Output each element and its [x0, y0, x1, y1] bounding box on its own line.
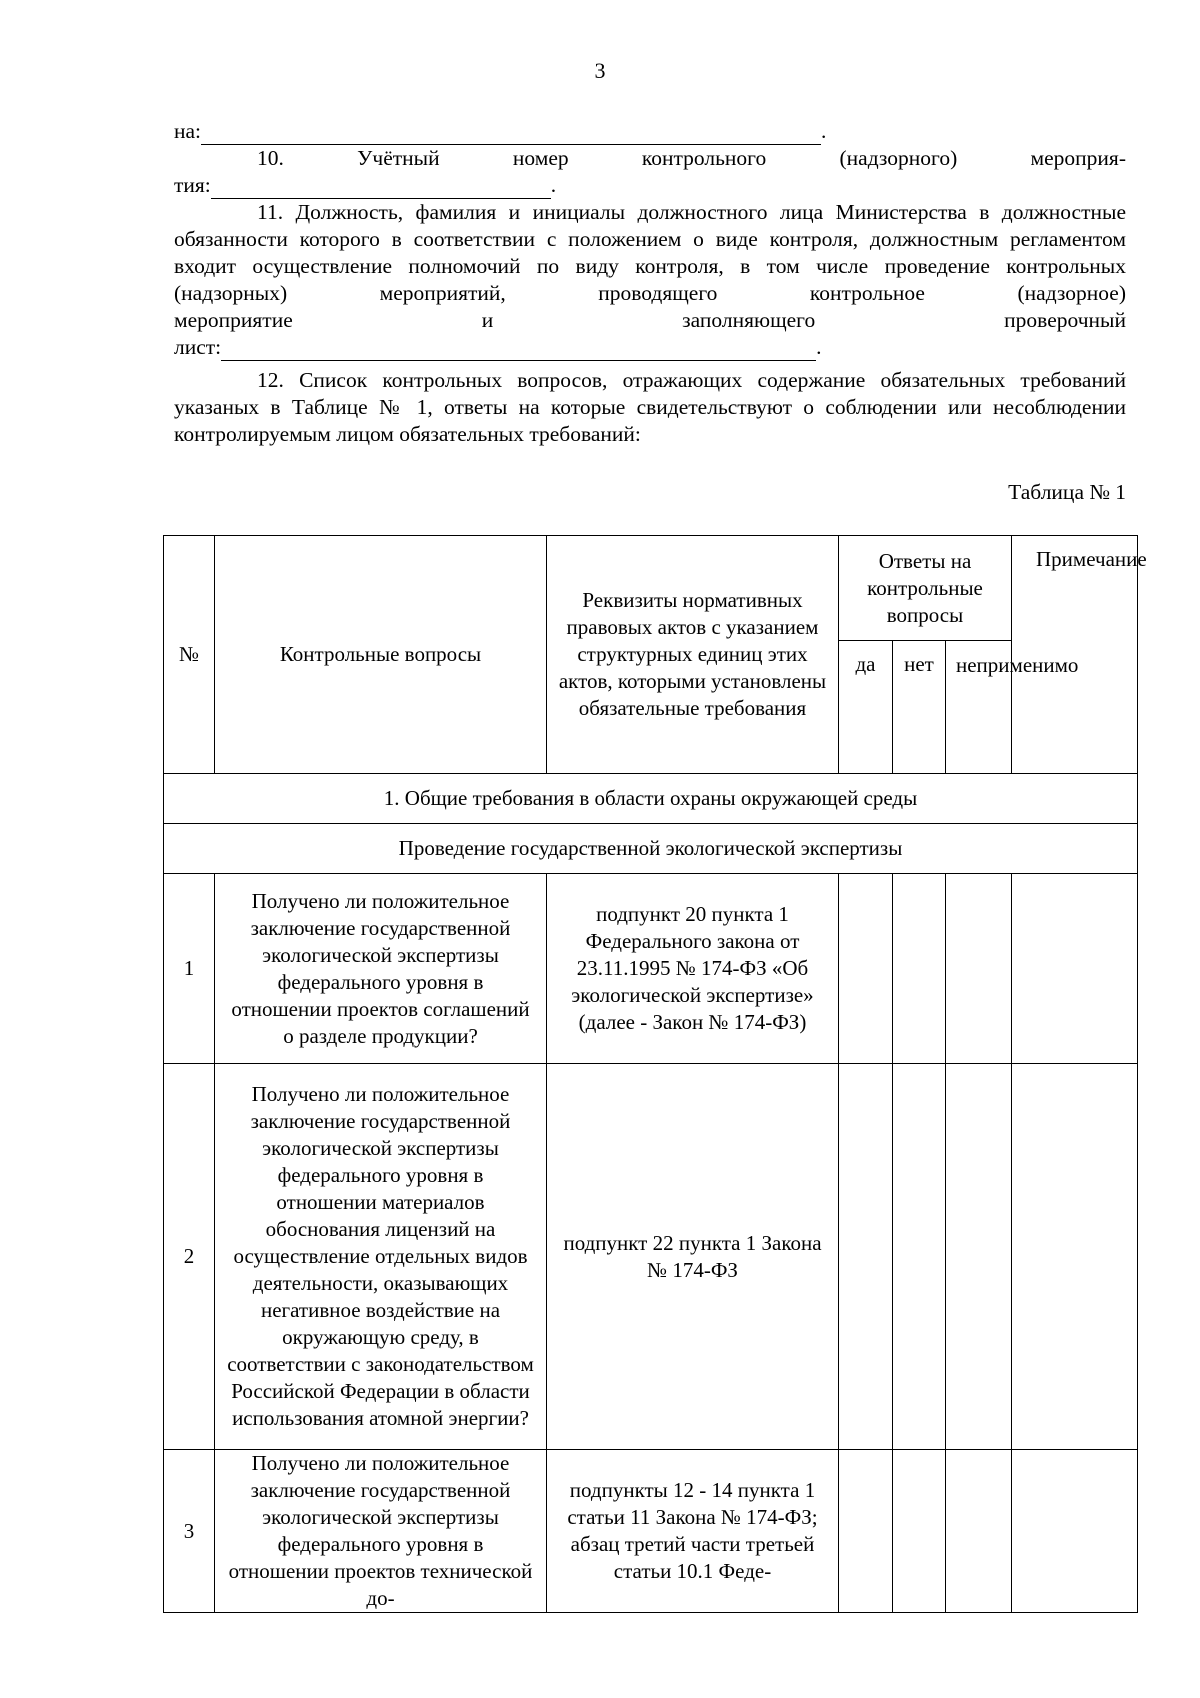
note-cell[interactable]: [1012, 1064, 1138, 1450]
row-num: 1: [164, 874, 215, 1064]
header-num: №: [164, 536, 215, 774]
answer-na-cell[interactable]: [946, 1450, 1012, 1613]
header-requisites: Реквизиты нормативных правовых актов с указанием структурных единиц этих актов, которыми установлены обязательные требования: [547, 536, 839, 774]
item-10-line: [174, 145, 1126, 172]
header-answers: Ответы на контрольные вопросы: [839, 536, 1012, 641]
item-11-word: заполняющего: [682, 308, 816, 332]
item-11-word: и: [481, 308, 494, 332]
row-question: Получено ли положительное заключение государственной экологической экспертизы федерального уровня в отношении проектов соглашений о разделе продукции?: [215, 874, 547, 1064]
item-11-cont: [174, 334, 1126, 361]
header-no: нет: [893, 641, 946, 774]
item-10-word: мероприя-: [1030, 146, 1126, 170]
item-11-words-line: [174, 307, 1126, 334]
header-na: неприменимо: [946, 641, 1012, 774]
item-11-blank: [221, 340, 816, 361]
row-requisite: подпункт 22 пункта 1 Закона № 174-ФЗ: [547, 1064, 839, 1450]
line-na-end: .: [821, 119, 827, 143]
item-10-cont: [174, 172, 1126, 199]
line-na: [174, 118, 1126, 145]
answer-na-cell[interactable]: [946, 874, 1012, 1064]
page-number: 3: [594, 58, 606, 83]
item-10-num: 10.: [257, 146, 284, 170]
table-row: [164, 874, 1138, 1064]
table-row: [164, 1064, 1138, 1450]
answer-na-cell[interactable]: [946, 1064, 1012, 1450]
answer-yes-cell[interactable]: [839, 1450, 893, 1613]
header-questions: Контрольные вопросы: [215, 536, 547, 774]
item-10-blank: [211, 178, 551, 199]
table-caption: Таблица № 1: [1008, 480, 1126, 504]
table-row: [164, 1450, 1138, 1613]
section-row: [164, 774, 1138, 824]
header-note: Примечание: [1012, 536, 1138, 774]
item-12-text: 12. Список контрольных вопросов, отражающих содержание обязательных требований указаных в Таблице № 1, ответы на которые свидетельствуют о соблюдении или несоблюдении контролируемым лицом обязательных требований:: [174, 368, 1126, 446]
item-10-word: (надзорного): [839, 146, 958, 170]
answer-yes-cell[interactable]: [839, 874, 893, 1064]
item-11-end: .: [816, 335, 822, 359]
item-11-block: [174, 199, 1126, 361]
item-10-word: номер: [512, 146, 569, 170]
row-question: Получено ли положительное заключение государственной экологической экспертизы федерального уровня в отношении материалов обоснования лицензий на осуществление отдельных видов деятельности, оказывающих негативное воздействие на окружающую среду, в соответствии с законодательством Российской Федерации в области использования атомной энергии?: [215, 1064, 547, 1450]
item-11-word: проверочный: [1004, 308, 1126, 332]
item-10-word: контрольного: [641, 146, 767, 170]
item-11-cont-label: лист:: [174, 335, 222, 359]
row-question: Получено ли положительное заключение государственной экологической экспертизы федерального уровня в отношении проектов технической до-: [215, 1450, 547, 1613]
line-na-label: на:: [174, 119, 202, 143]
form-fields-block: [174, 118, 1126, 199]
note-cell[interactable]: [1012, 874, 1138, 1064]
row-requisite: подпункт 20 пункта 1 Федерального закона от 23.11.1995 № 174-ФЗ «Об экологической экспертизе» (далее - Закон № 174-ФЗ): [547, 874, 839, 1064]
header-yes: да: [839, 641, 893, 774]
row-num: 2: [164, 1064, 215, 1450]
answer-no-cell[interactable]: [893, 1064, 946, 1450]
section-title: 1. Общие требования в области охраны окружающей среды: [164, 774, 1138, 824]
subsection-title: Проведение государственной экологической экспертизы: [164, 824, 1138, 874]
subsection-row: [164, 824, 1138, 874]
row-requisite: подпункты 12 - 14 пункта 1 статьи 11 Закона № 174-ФЗ; абзац третий части третьей статьи 10.1 Феде-: [547, 1450, 839, 1613]
answer-no-cell[interactable]: [893, 874, 946, 1064]
answer-yes-cell[interactable]: [839, 1064, 893, 1450]
answer-no-cell[interactable]: [893, 1450, 946, 1613]
item-10-word: Учётный: [357, 146, 440, 170]
item-11-text: 11. Должность, фамилия и инициалы должностного лица Министерства в должностные обязанности которого в соответствии с положением о виде контроля, должностным регламентом входит осуществление полномочий по виду контроля, в том числе проведение контрольных (надзорных) мероприятий, проводящего контрольное (надзорное): [174, 200, 1126, 305]
item-10-end: .: [550, 173, 557, 197]
item-11-word: мероприятие: [174, 308, 293, 332]
note-cell[interactable]: [1012, 1450, 1138, 1613]
line-na-blank: [201, 124, 821, 145]
row-num: 3: [164, 1450, 215, 1613]
header-row-1: [164, 536, 1138, 641]
item-10-cont-label: тия:: [174, 173, 211, 197]
checklist-table: [163, 535, 1147, 1613]
